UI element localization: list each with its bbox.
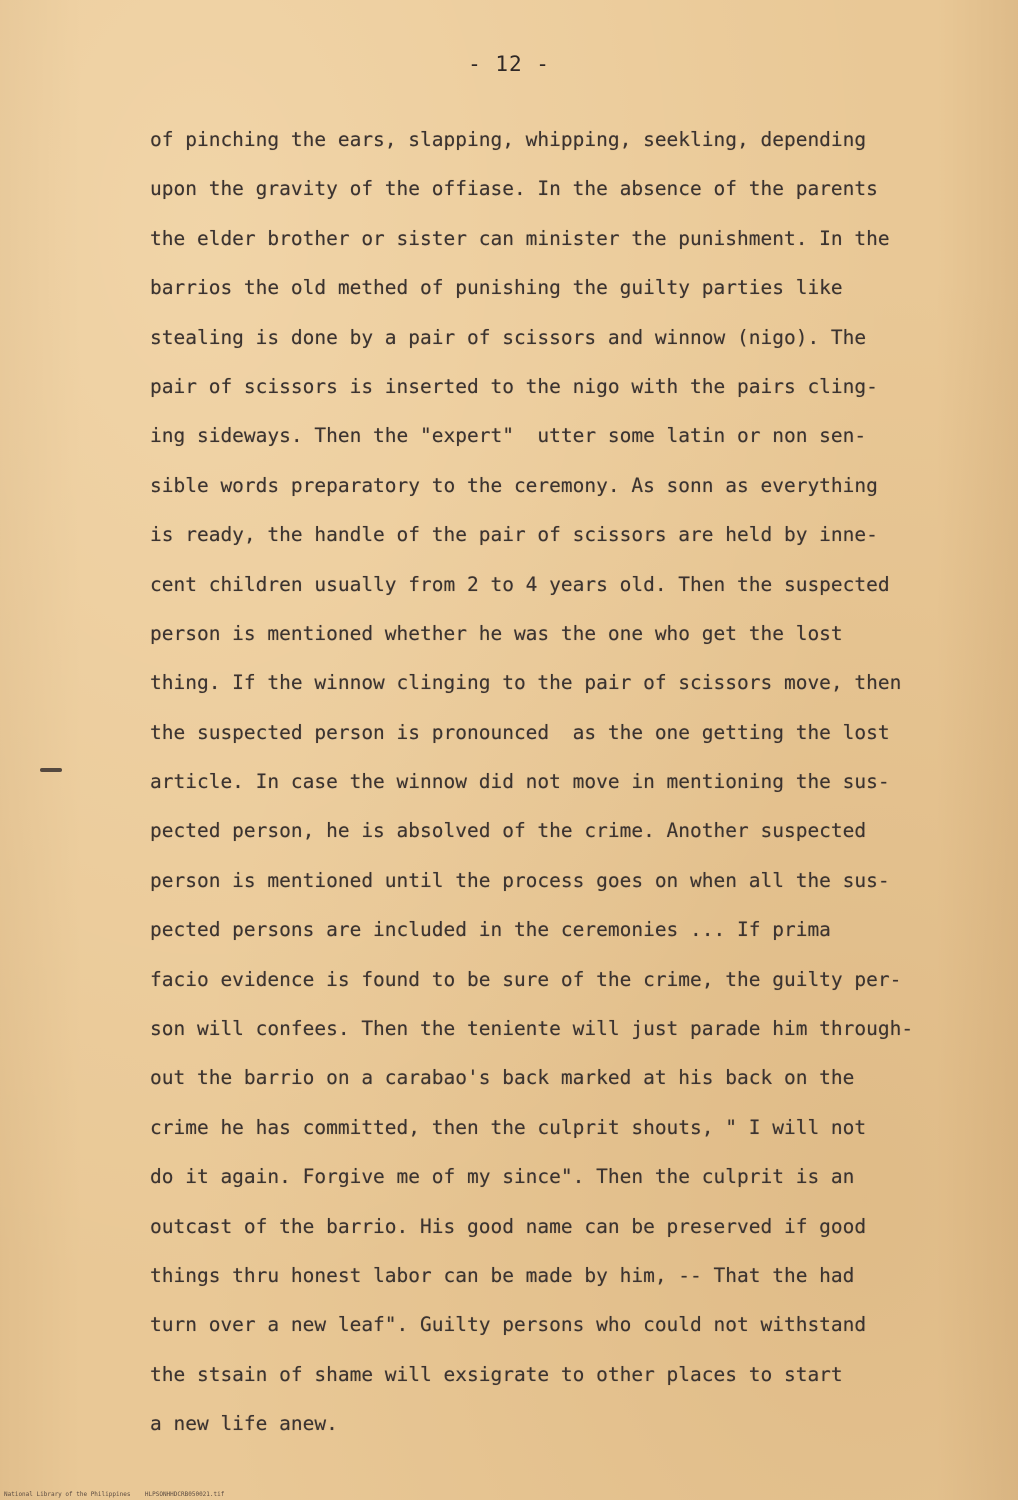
text-line: barrios the old methed of punishing the guilty parties like [150,276,843,300]
text-line: of pinching the ears, slapping, whipping, seekling, depending [150,128,867,151]
text-line: outcast of the barrio. His good name can be preserved if good [150,1214,867,1238]
text-line: article. In case the winnow did not move in mentioning the sus- [150,770,890,794]
text-line: son will confees. Then the teniente will just parade him through- [150,1017,914,1041]
text-line: a new life anew. [150,1412,338,1436]
text-line: thing. If the winnow clinging to the pair of scissors move, then [150,671,902,695]
text-line: sible words preparatory to the ceremony. As sonn as everything [150,473,878,497]
text-line: the elder brother or sister can minister the punishment. In the [150,226,890,250]
text-line: out the barrio on a carabao's back marked at his back on the [150,1066,855,1090]
text-line: stealing is done by a pair of scissors and winnow (nigo). The [150,325,867,349]
text-line: person is mentioned until the process goes on when all the sus- [150,868,890,892]
text-line: pected person, he is absolved of the crime. Another suspected [150,819,867,843]
text-line: upon the gravity of the offiase. In the absence of the parents [150,177,878,201]
margin-ink-mark [40,768,62,772]
text-line: crime he has committed, then the culprit shouts, " I will not [150,1115,867,1139]
text-line: pair of scissors is inserted to the nigo with the pairs cling- [150,374,878,398]
text-line: do it again. Forgive me of my since". Then the culprit is an [150,1165,855,1189]
text-line: turn over a new leaf". Guilty persons who could not withstand [150,1313,867,1337]
text-line: the stsain of shame will exsigrate to other places to start [150,1362,843,1386]
text-line: things thru honest labor can be made by him, -- That the had [150,1263,855,1287]
text-line: pected persons are included in the ceremonies ... If prima [150,918,831,942]
text-line: facio evidence is found to be sure of the crime, the guilty per- [150,967,902,991]
text-line: is ready, the handle of the pair of scissors are held by inne- [150,523,878,547]
text-line: ing sideways. Then the "expert" utter some latin or non sen- [150,424,867,448]
archive-footer: National Library of the Philippines HLPSONHHDCRB050021.tif [4,1491,225,1498]
text-line: cent children usually from 2 to 4 years old. Then the suspected [150,572,890,596]
body-text [150,123,970,1457]
page-number: - 12 - [468,52,550,76]
text-line: person is mentioned whether he was the one who get the lost [150,621,843,645]
text-line: the suspected person is pronounced as the one getting the lost [150,720,890,744]
